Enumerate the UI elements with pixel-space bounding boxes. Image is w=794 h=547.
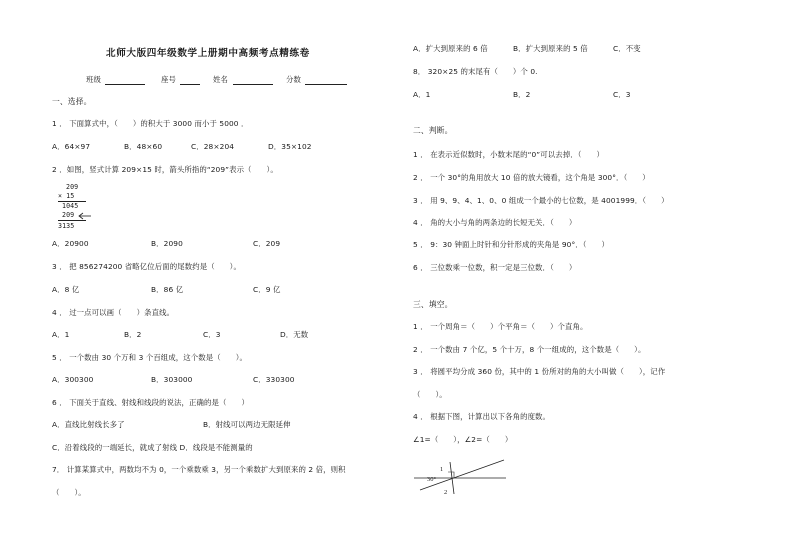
q8-option-b: B．2 [513,90,531,99]
question-3: 3 ． 把 856274200 省略亿位后面的尾数约是（ ）。 [52,262,241,271]
fill-4: 4 ． 根据下图，计算出以下各角的度数。 [413,412,551,421]
q4-option-c: C．3 [203,330,221,339]
fill-3: 3 ． 将圆平均分成 360 份，其中的 1 份所对的角的大小叫做（ ），记作 [413,367,666,376]
section-judge: 二、判断。 [413,126,453,135]
class-label: 班级 [86,75,101,84]
page-title: 北师大版四年级数学上册期中高频考点精练卷 [106,48,310,59]
question-2: 2 ．如图，竖式计算 209×15 时，箭头所指的“209”表示（ ）。 [52,165,278,174]
q5-option-c: C．330300 [253,375,295,384]
q4-option-b: B．2 [124,330,142,339]
seat-label: 座号 [161,75,176,84]
q8-option-c: C．3 [613,90,631,99]
fill-4-angles: ∠1=（ ），∠2=（ ） [413,435,513,444]
q7-option-c: C．不变 [613,44,641,53]
q4-option-d: D．无数 [280,330,309,339]
seat-field[interactable] [180,84,200,85]
q5-option-b: B．303000 [151,375,193,384]
judge-2: 2 ． 一个 30°的角用放大 10 倍的放大镜看，这个角是 300°．（ ） [413,173,650,182]
name-label: 姓名 [213,75,228,84]
q1-option-b: B．48×60 [124,142,163,151]
q5-option-a: A．300300 [52,375,94,384]
judge-3: 3 ． 用 9、9、4、1、0、0 组成一个最小的七位数，是 4001999．（ ） [413,196,669,205]
q1-option-d: D．35×102 [268,142,312,151]
question-1: 1 ． 下面算式中，（ ）的积大于 3000 而小于 5000 ． [52,119,249,128]
q7-answer-blank[interactable]: （ ）。 [52,488,86,497]
q3-option-b: B．86 亿 [151,285,184,294]
question-5: 5 ． 一个数由 30 个万和 3 个百组成，这个数是（ ）。 [52,353,248,362]
q2-option-c: C．209 [253,239,281,248]
angle-diagram [414,456,508,496]
q2-option-b: B．2090 [151,239,183,248]
judge-1: 1 ． 在表示近似数时，小数末尾的“0”可以去掉．（ ） [413,150,604,159]
fig-partial-2: 209 [62,211,75,219]
name-field[interactable] [233,84,273,85]
multiplication-figure [52,183,102,233]
q7-option-b: B．扩大到原来的 5 倍 [513,44,588,53]
fig-label-30deg: 30° [427,476,437,483]
question-7: 7． 计算某算式中，两数均不为 0，一个乘数乘 3，另一个乘数扩大到原来的 2 倍，则积 [52,465,346,474]
judge-6: 6 ． 三位数乘一位数，积一定是三位数．（ ） [413,263,577,272]
class-field[interactable] [105,84,145,85]
q3-option-c: C．9 亿 [253,285,281,294]
fig-partial-1: 1045 [62,202,79,210]
question-8: 8． 320×25 的末尾有（ ）个 0. [413,67,538,76]
q1-option-c: C．28×204 [191,142,235,151]
fill-1: 1 ． 一个周角＝（ ）个平角＝（ ）个直角。 [413,322,588,331]
fig-rule-2 [58,220,86,221]
q1-option-a: A．64×97 [52,142,91,151]
q4-option-a: A．1 [52,330,70,339]
fig-label-2: 2 [444,489,448,496]
score-label: 分数 [286,75,301,84]
section-fill: 三、填空。 [413,300,453,309]
section-choice: 一、选择。 [52,97,92,106]
score-field[interactable] [305,84,347,85]
q6-options-cd: C．沿着线段的一端延长，就成了射线 D．线段是不能测量的 [52,443,253,452]
question-4: 4 ． 过一点可以画（ ）条直线。 [52,308,175,317]
fig-multiplicand: 209 [66,183,79,191]
arrow-icon [78,212,92,220]
q6-option-b: B．射线可以两边无限延伸 [203,420,291,429]
question-6: 6 ． 下面关于直线、射线和线段的说法，正确的是（ ） [52,398,249,407]
fill-2: 2 ． 一个数由 7 个亿，5 个十万，8 个一组成的，这个数是（ ）。 [413,345,646,354]
fig-product: 3135 [58,222,75,230]
judge-5: 5 ． 9：30 钟面上时针和分针形成的夹角是 90°．（ ） [413,240,610,249]
q2-option-a: A．20900 [52,239,89,248]
q3-option-a: A．8 亿 [52,285,80,294]
q8-option-a: A．1 [413,90,431,99]
fig-multiplier: × 15 [58,192,75,200]
fig-label-1: 1 [440,466,444,473]
q7-option-a: A．扩大到原来的 6 倍 [413,44,488,53]
q6-option-a: A．直线比射线长多了 [52,420,125,429]
judge-4: 4 ． 角的大小与角的两条边的长短无关．（ ） [413,218,577,227]
fill-3-answer-blank[interactable]: （ ）。 [413,390,447,399]
